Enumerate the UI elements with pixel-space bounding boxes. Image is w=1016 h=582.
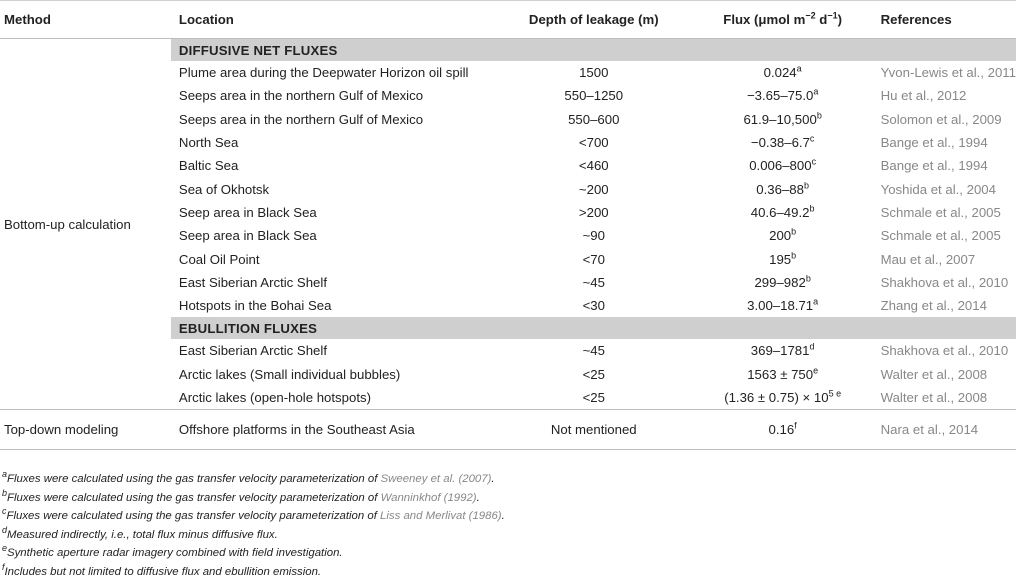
- section-fill: [499, 39, 689, 62]
- flux-cell: [689, 61, 877, 84]
- footnote-mark: c: [2, 506, 7, 517]
- reference-cell: Bange et al., 1994: [880, 158, 988, 174]
- method-bottom-up: Bottom-up calculation: [0, 39, 171, 410]
- location-cell: Seeps area in the northern Gulf of Mexico: [178, 88, 424, 104]
- flux-value: 0.024: [763, 65, 797, 81]
- footnote-citation-link[interactable]: Sweeney et al. (2007): [380, 473, 492, 485]
- section-fill: [877, 39, 1016, 62]
- reference-cell: Mau et al., 2007: [880, 251, 976, 267]
- section-row-diffusive: [0, 39, 1016, 62]
- section-title-ebullition: EBULLITION FLUXES: [171, 317, 499, 339]
- footnote: [2, 563, 505, 582]
- location-cell: Plume area during the Deepwater Horizon oil spill: [178, 65, 469, 81]
- flux-value: 1563 ± 750: [747, 366, 814, 382]
- depth-cell: ~45: [582, 274, 605, 290]
- header-flux-close: ): [837, 12, 843, 27]
- header-flux-d: d: [815, 12, 828, 27]
- depth-cell: <460: [578, 158, 609, 174]
- flux-cell: [689, 271, 877, 294]
- location-cell: Baltic Sea: [178, 158, 239, 174]
- footnote: [2, 489, 505, 508]
- flux-footnote-mark: e: [813, 365, 819, 376]
- footnotes: [2, 470, 505, 582]
- depth-cell: <25: [582, 366, 605, 382]
- header-flux-exp1: −2: [805, 10, 816, 21]
- reference-cell: Shakhova et al., 2010: [880, 343, 1009, 359]
- flux-cell: [689, 84, 877, 107]
- flux-footnote-mark: a: [796, 63, 802, 74]
- footnote-text: Includes but not limited to diffusive flux and ebullition emission.: [4, 565, 322, 578]
- flux-footnote-mark: 5 e: [828, 388, 842, 399]
- header-references: References: [877, 1, 1016, 39]
- flux-value: 3.00–18.71: [747, 298, 814, 314]
- flux-footnote-mark: c: [809, 133, 815, 144]
- flux-cell: [689, 201, 877, 224]
- flux-footnote-mark: b: [803, 180, 809, 191]
- section-fill: [877, 317, 1016, 339]
- flux-cell: [689, 108, 877, 131]
- footnote-mark: b: [2, 487, 8, 498]
- location-cell: Seep area in Black Sea: [178, 204, 317, 220]
- flux-value: 369–1781: [750, 343, 810, 359]
- section-fill: [689, 317, 877, 339]
- depth-cell: ~200: [578, 181, 609, 197]
- section-title-diffusive: DIFFUSIVE NET FLUXES: [171, 39, 499, 62]
- footnote-text: Fluxes were calculated using the gas transfer velocity parameterization of: [7, 491, 381, 504]
- flux-value: 200: [769, 228, 792, 244]
- flux-footnote-mark: b: [816, 110, 822, 121]
- reference-cell: Bange et al., 1994: [880, 135, 988, 151]
- flux-cell: [689, 224, 877, 247]
- footnote-mark: d: [2, 524, 8, 535]
- flux-cell: [689, 154, 877, 177]
- reference-cell: Hu et al., 2012: [880, 88, 967, 104]
- footnote-citation-link[interactable]: Liss and Merlivat (1986): [380, 510, 502, 523]
- flux-footnote-mark: b: [805, 273, 811, 284]
- reference-cell: Schmale et al., 2005: [880, 204, 1001, 220]
- footnote: [2, 507, 505, 526]
- reference-cell: Nara et al., 2014: [877, 410, 1016, 450]
- flux-cell: [689, 410, 877, 450]
- flux-cell: [689, 177, 877, 200]
- flux-value: 40.6–49.2: [750, 204, 810, 220]
- flux-value: −3.65–75.0: [746, 88, 814, 104]
- flux-value: (1.36 ± 0.75) × 10: [724, 390, 829, 405]
- flux-footnote-mark: b: [809, 203, 815, 214]
- reference-cell: Walter et al., 2008: [880, 366, 988, 382]
- location-cell: Seeps area in the northern Gulf of Mexico: [178, 111, 424, 127]
- method-top-down: Top-down modeling: [0, 410, 171, 450]
- flux-cell: [689, 131, 877, 154]
- flux-value: −0.38–6.7: [750, 135, 810, 151]
- footnote-mark: a: [2, 469, 8, 480]
- depth-cell: Not mentioned: [499, 410, 689, 450]
- reference-cell: Solomon et al., 2009: [880, 111, 1002, 127]
- header-flux: [689, 1, 877, 39]
- footnote-end: .: [491, 473, 495, 485]
- footnote-text: Measured indirectly, i.e., total flux minus diffusive flux.: [7, 528, 278, 541]
- flux-footnote-mark: c: [811, 156, 817, 167]
- header-method: Method: [0, 1, 171, 39]
- reference-cell: Schmale et al., 2005: [880, 228, 1001, 244]
- header-depth: Depth of leakage (m): [499, 1, 689, 39]
- flux-cell: [689, 247, 877, 270]
- flux-cell: [689, 339, 877, 362]
- location-cell: East Siberian Arctic Shelf: [178, 343, 327, 359]
- flux-footnote-mark: a: [813, 296, 819, 307]
- footnote-text: Synthetic aperture radar imagery combined with field investigation.: [7, 547, 343, 560]
- flux-cell: [689, 363, 877, 386]
- footnote-mark: f: [2, 562, 5, 573]
- footnote-citation-link[interactable]: Wanninkhof (1992): [380, 491, 477, 504]
- footnote: [2, 470, 505, 489]
- flux-value: 0.16: [768, 422, 795, 438]
- reference-cell: Walter et al., 2008: [877, 386, 1016, 410]
- flux-value: 61.9–10,500: [743, 111, 817, 127]
- depth-cell: ~45: [582, 343, 605, 359]
- depth-cell: <70: [582, 251, 605, 267]
- flux-footnote-mark: b: [791, 226, 797, 237]
- header-flux-text: Flux (μmol m: [723, 12, 806, 27]
- location-cell: North Sea: [178, 135, 239, 151]
- depth-cell: 550–600: [568, 111, 620, 127]
- flux-value: 0.36–88: [756, 181, 804, 197]
- table-row-top-down: [0, 410, 1016, 450]
- flux-cell: [689, 294, 877, 317]
- footnote: [2, 544, 505, 563]
- header-location: Location: [171, 1, 499, 39]
- depth-cell: <25: [499, 386, 689, 410]
- footnote-text: Fluxes were calculated using the gas transfer velocity parameterization of: [7, 473, 381, 485]
- footnote: [2, 526, 505, 545]
- depth-cell: 550–1250: [564, 88, 624, 104]
- depth-cell: 1500: [579, 65, 609, 81]
- footnote-text: Fluxes were calculated using the gas transfer velocity parameterization of: [6, 510, 381, 523]
- section-fill: [499, 317, 689, 339]
- reference-cell: Shakhova et al., 2010: [880, 274, 1009, 290]
- flux-value: 0.006–800: [749, 158, 812, 174]
- location-cell: Hotspots in the Bohai Sea: [178, 298, 332, 314]
- reference-cell: Yoshida et al., 2004: [880, 181, 996, 197]
- location-cell: Coal Oil Point: [178, 251, 260, 267]
- header-flux-exp2: −1: [827, 10, 838, 21]
- reference-cell: Zhang et al., 2014: [880, 298, 987, 314]
- flux-footnote-mark: d: [809, 342, 815, 353]
- section-fill: [689, 39, 877, 62]
- footnote-end: .: [476, 491, 480, 504]
- location-cell: Arctic lakes (open-hole hotspots): [171, 386, 499, 410]
- depth-cell: ~90: [582, 228, 605, 244]
- flux-footnote-mark: f: [794, 420, 797, 431]
- reference-cell: Yvon-Lewis et al., 2011: [880, 65, 1016, 81]
- depth-cell: >200: [578, 204, 609, 220]
- footnote-mark: e: [2, 543, 8, 554]
- depth-cell: <700: [578, 135, 609, 151]
- flux-cell: [689, 386, 877, 410]
- table-header: [0, 1, 1016, 39]
- location-cell: East Siberian Arctic Shelf: [178, 274, 327, 290]
- depth-cell: <30: [582, 298, 605, 314]
- location-cell: Seep area in Black Sea: [178, 228, 317, 244]
- location-cell: Sea of Okhotsk: [178, 181, 270, 197]
- flux-footnote-mark: a: [813, 87, 819, 98]
- location-cell: Arctic lakes (Small individual bubbles): [178, 366, 401, 382]
- footnote-end: .: [501, 510, 505, 523]
- flux-value: 195: [769, 251, 792, 267]
- location-cell: Offshore platforms in the Southeast Asia: [171, 410, 499, 450]
- flux-value: 299–982: [754, 274, 806, 290]
- flux-footnote-mark: b: [791, 250, 797, 261]
